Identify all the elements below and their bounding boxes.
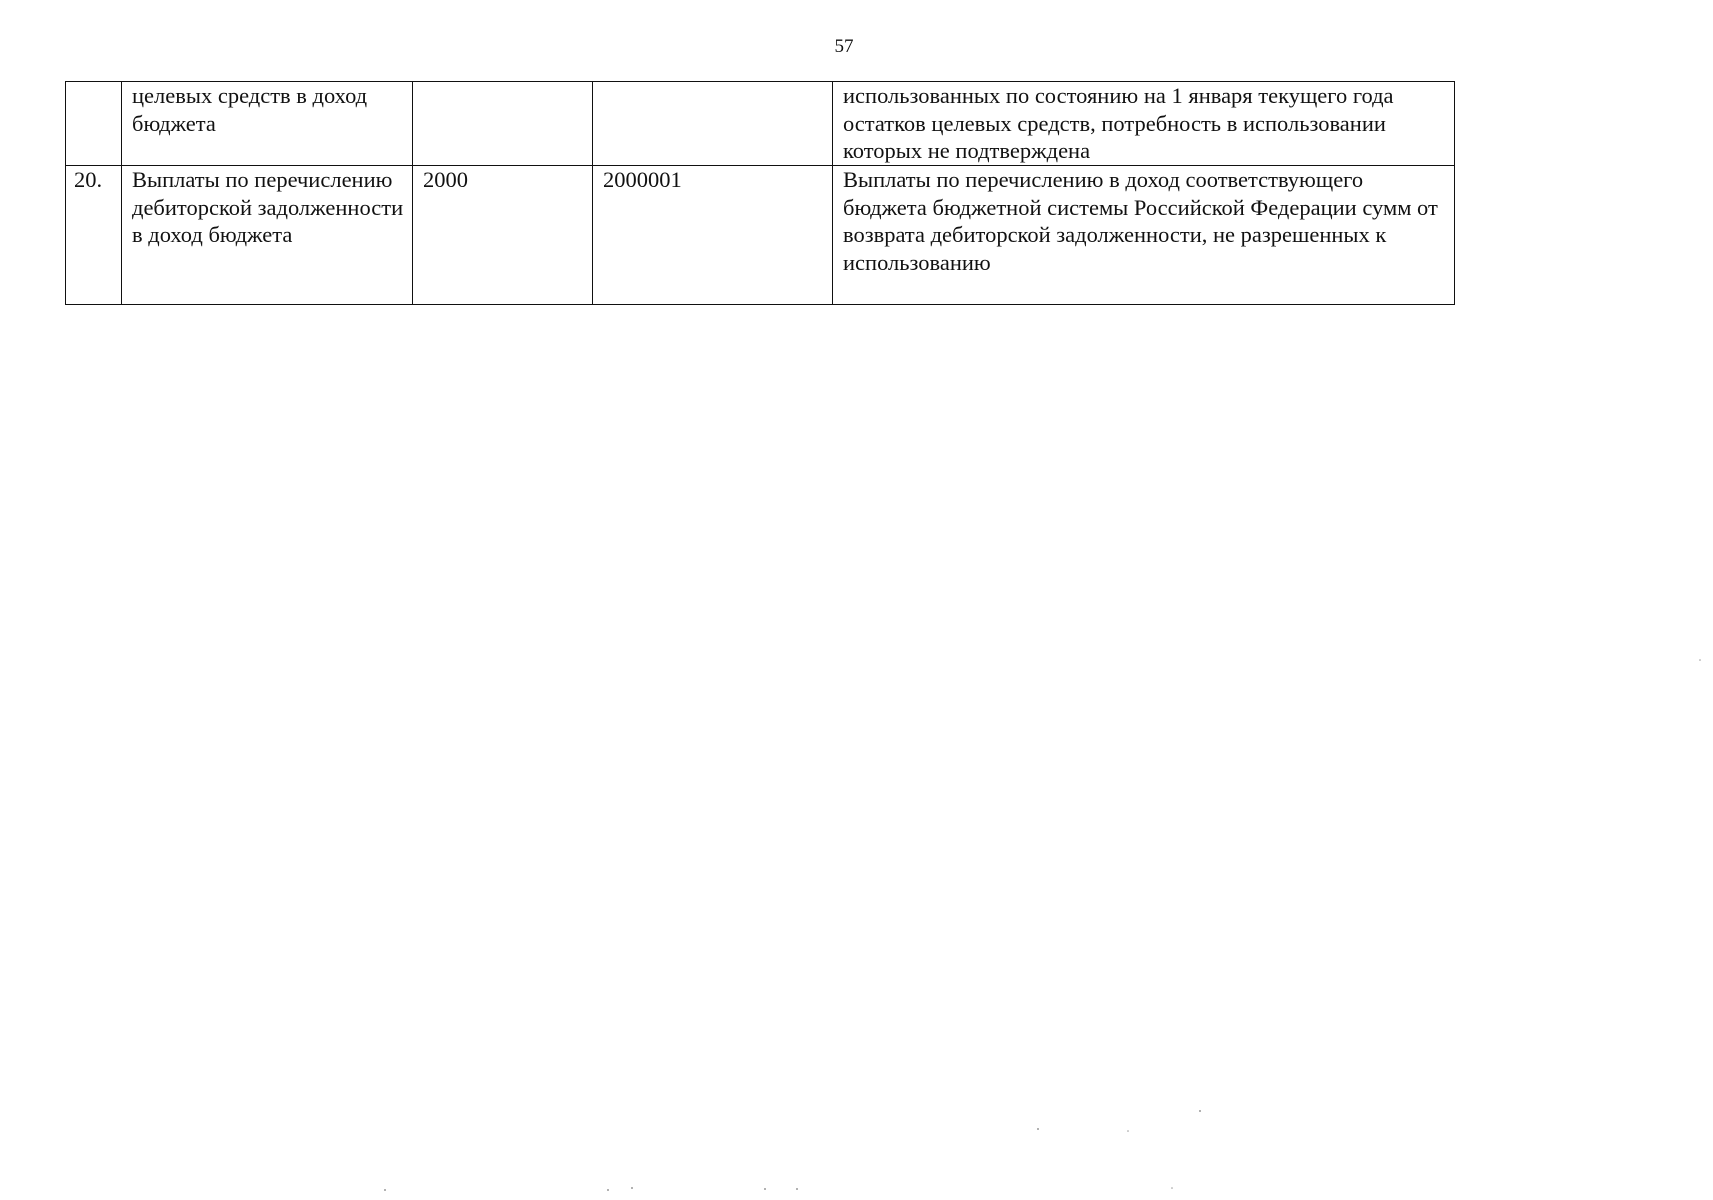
page-number: 57	[834, 36, 854, 57]
description-cell	[833, 82, 1455, 166]
detail-code-cell	[593, 166, 833, 305]
payment-name: Выплаты по перечислению дебиторской задолженности в доход бюджета	[132, 167, 404, 247]
table-row	[66, 166, 1455, 305]
description: Выплаты по перечислению в доход соответствующего бюджета бюджетной системы Российской Федерации сумм от возврата дебиторской задолженности, не разрешенных к использованию	[843, 167, 1438, 275]
description-cell	[833, 166, 1455, 305]
detail-code-cell	[593, 82, 833, 166]
payment-name-cell	[122, 166, 413, 305]
row-number-cell	[66, 166, 122, 305]
code-cell	[413, 82, 593, 166]
row-number: 20.	[74, 167, 103, 192]
payments-table	[65, 81, 1455, 305]
code-cell	[413, 166, 593, 305]
detail-code: 2000001	[603, 167, 682, 192]
code: 2000	[423, 167, 468, 192]
description: использованных по состоянию на 1 января текущего года остатков целевых средств, потребность в использовании которых не подтверждена	[843, 83, 1394, 163]
table-row	[66, 82, 1455, 166]
row-number-cell	[66, 82, 122, 166]
payment-name-cell	[122, 82, 413, 166]
payment-name: целевых средств в доход бюджета	[132, 83, 368, 136]
